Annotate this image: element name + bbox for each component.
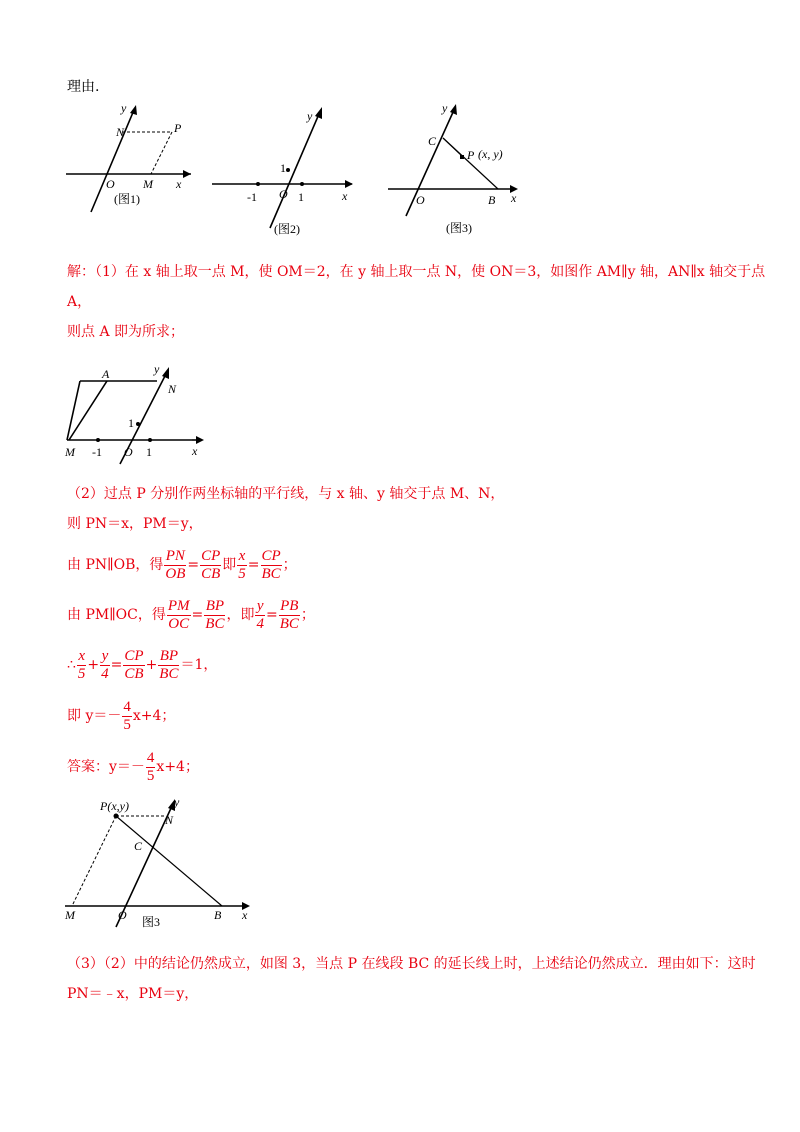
fig2-point-neg1 [256, 182, 260, 186]
fig4-label-neg1: -1 [92, 445, 102, 459]
intro-text: 理由. [67, 79, 100, 95]
fig4-label-one-x: 1 [146, 445, 152, 459]
fig1-y-arrow [130, 105, 137, 115]
figure-5 [62, 792, 262, 932]
fig4-x-arrow [196, 436, 204, 444]
fig2-label-neg1: -1 [247, 190, 257, 204]
fig5-label-b: B [214, 908, 222, 922]
part3-line1: （3）（2）中的结论仍然成立，如图 3，当点 P 在线段 BC 的延长线上时，上述结论仍然成立．理由如下：这时 [67, 956, 756, 972]
fig3-y-arrow [450, 104, 457, 115]
part1-line3: 则点 A 即为所求； [67, 324, 185, 340]
fig1-label-y: y [121, 101, 127, 115]
fig4-point-1y [136, 422, 140, 426]
fig2-label-o: O [279, 187, 288, 201]
fig4-label-o: O [124, 445, 133, 459]
fig4-point-neg1 [96, 438, 100, 442]
fig2-label-one-x: 1 [298, 190, 304, 204]
fig3-caption: (图3) [446, 221, 472, 235]
equation-2: 由 PM∥OC，得 $\frac{PM}{OC}$ = $\frac{BP}{BC}$ ，即 $\frac{y}{4}$ = $\frac{PB}{BC}$ ； [67, 597, 315, 632]
fig1-label-n: N [116, 125, 125, 139]
equation-4: 即 y＝－ $\frac{4}{5}$ x+4； [67, 698, 176, 733]
fig1-label-p: P [174, 121, 182, 135]
fig4-label-x: x [192, 444, 198, 458]
fig3-point-p [460, 155, 464, 159]
part2-line2: 则 PN＝x，PM＝y， [67, 516, 203, 532]
fig5-label-o: O [118, 908, 127, 922]
fig4-line-am [69, 381, 107, 440]
fig3-label-x: x [511, 191, 517, 205]
fig2-y-axis [270, 114, 319, 228]
fig2-point-1x [300, 182, 304, 186]
equation-1: 由 PN∥OB，得 $\frac{PN}{OB}$ = $\frac{CP}{CB}$ 即 $\frac{x}{5}$ = $\frac{CP}{BC}$ ； [67, 547, 297, 582]
fig4-label-a: A [102, 367, 110, 381]
fig4-point-1x [148, 438, 152, 442]
fig1-label-o: O [106, 177, 115, 191]
fig3-label-p: P [467, 148, 475, 162]
part1-line2: A， [67, 294, 92, 310]
fig2-label-one-y: 1 [280, 161, 286, 175]
fig5-caption: 图3 [142, 915, 161, 929]
fig1-label-x: x [176, 177, 182, 191]
equation-3: ∴ $\frac{x}{5}$ + $\frac{y}{4}$ = $\frac{CP}{CB}$ + $\frac{BP}{BC}$ ＝1， [67, 647, 218, 682]
fig4-y-arrow [162, 367, 169, 379]
fig2-y-arrow [315, 107, 322, 119]
figure-1 [66, 100, 196, 218]
fig3-line-cp [443, 138, 463, 157]
fig1-dash-pm [151, 132, 172, 174]
fig4-label-one-y: 1 [128, 416, 134, 430]
answer-line: 答案：y＝－ $\frac{4}{5}$ x+4； [67, 749, 199, 784]
fig3-label-y: y [442, 101, 448, 115]
figure-2 [212, 100, 362, 240]
fig5-point-p [114, 814, 119, 819]
fig2-x-arrow [345, 180, 353, 188]
fig3-label-o: O [416, 193, 425, 207]
fig4-label-y: y [154, 362, 160, 376]
fig3-label-p-coords: (x, y) [478, 147, 503, 161]
fig1-caption: (图1) [114, 192, 140, 206]
fig5-label-p: P(x,y) [100, 799, 129, 813]
fig5-label-x: x [242, 908, 248, 922]
part3-line2: PN＝﹣x，PM＝y， [67, 986, 199, 1002]
fig2-label-y: y [307, 109, 313, 123]
fig5-label-y: y [174, 795, 180, 809]
fig2-point-1y [286, 168, 290, 172]
figure-3 [388, 98, 528, 238]
fig1-x-arrow [183, 170, 191, 178]
fig2-caption: (图2) [274, 222, 300, 236]
fig5-label-n: N [165, 813, 174, 827]
fig2-label-x: x [342, 189, 348, 203]
fig1-label-m: M [143, 177, 153, 191]
fig4-label-n: N [168, 382, 177, 396]
figure-4 [62, 358, 212, 466]
fig5-label-m: M [65, 908, 75, 922]
fig3-label-b: B [488, 193, 496, 207]
part1-line1: 解：（1）在 x 轴上取一点 M，使 OM＝2，在 y 轴上取一点 N，使 ON＝3，如图作 AM∥y 轴，AN∥x 轴交于点 [67, 264, 766, 280]
fig4-label-m: M [65, 445, 75, 459]
fig3-y-axis [406, 110, 454, 216]
part2-line1: （2）过点 P 分别作两坐标轴的平行线，与 x 轴、y 轴交于点 M、N， [67, 486, 505, 502]
fig5-dash-pm [72, 816, 116, 906]
fig5-label-c: C [134, 839, 143, 853]
fig3-label-c: C [428, 134, 437, 148]
